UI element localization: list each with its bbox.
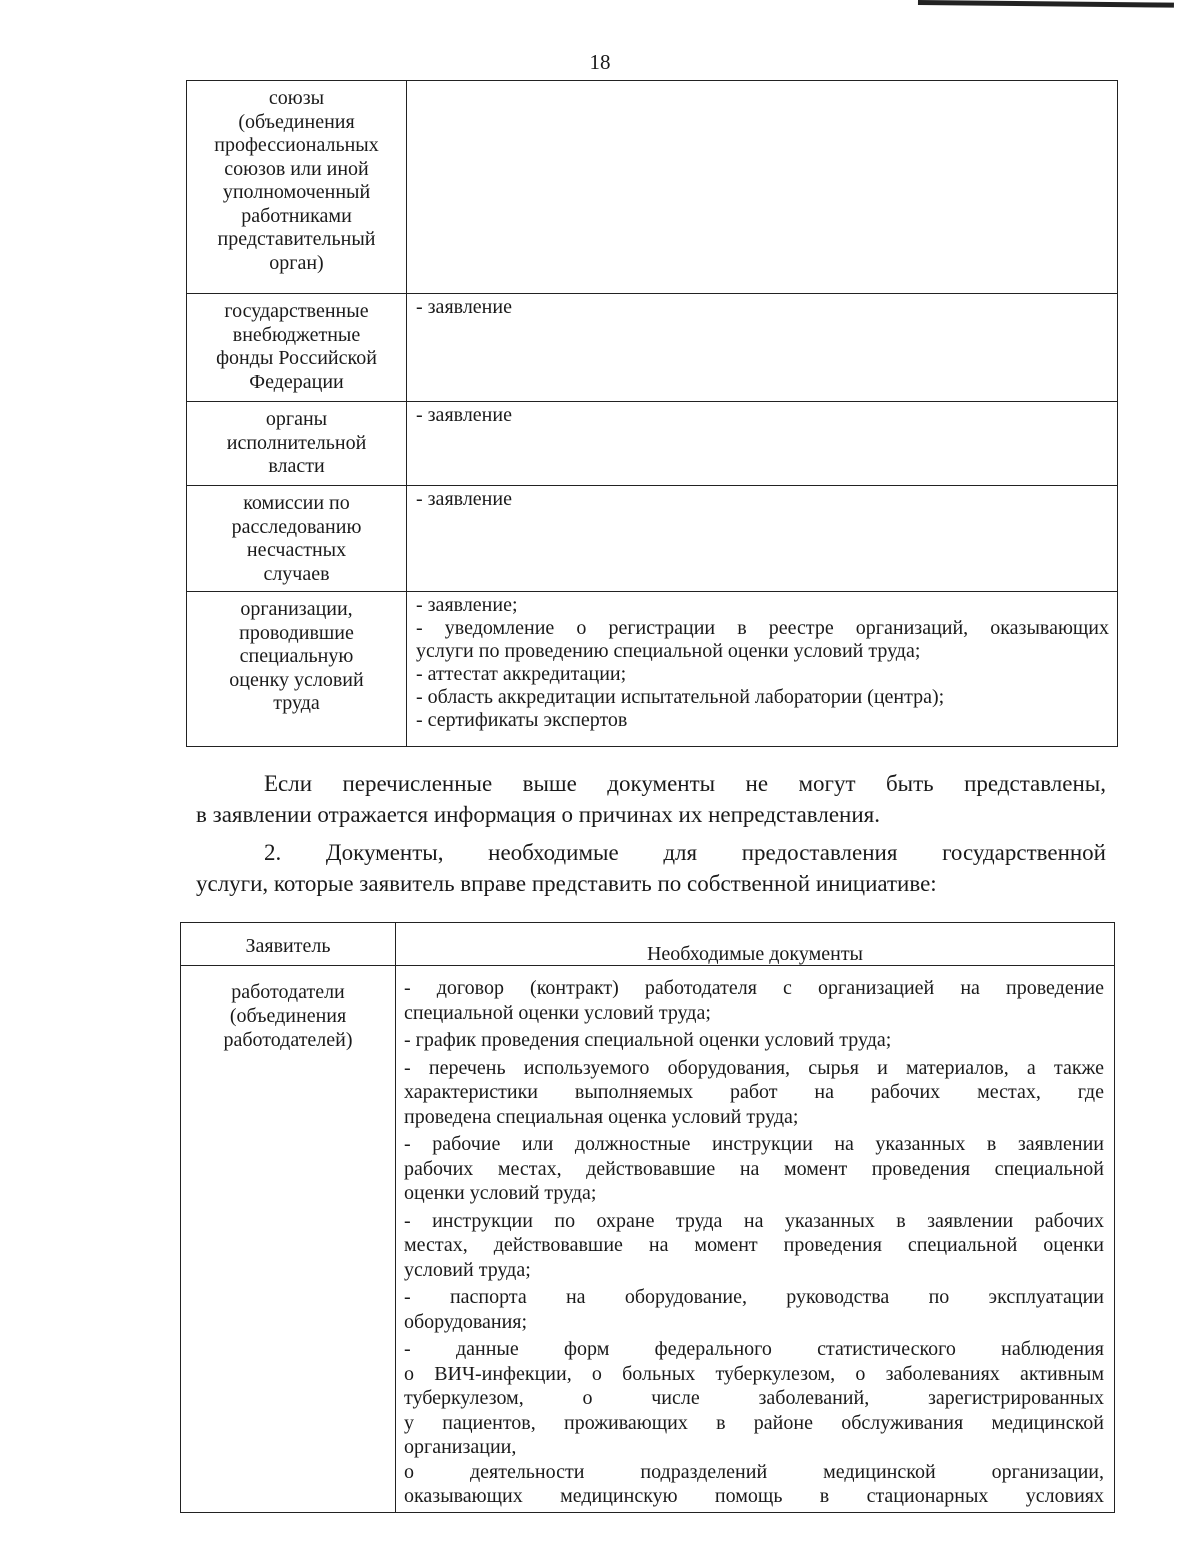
- document-line: - рабочие или должностные инструкции на указанных в заявлении: [404, 1133, 1104, 1155]
- document-line: - заявление: [416, 404, 512, 426]
- applicant-cell: [187, 81, 407, 294]
- document-line: специальной оценки условий труда;: [404, 1001, 711, 1024]
- paragraph-line: Если перечисленные выше документы не могут быть представлены,: [264, 771, 1106, 796]
- document-line: местах, действовавшие на момент проведения специальной оценки: [404, 1234, 1104, 1256]
- documents-cell: [407, 486, 1118, 592]
- documents-cell: [407, 592, 1118, 747]
- paragraph-missing-documents: [196, 768, 1106, 830]
- table-row: [187, 486, 1118, 592]
- applicant-cell: [187, 402, 407, 486]
- applicant-line: профессиональных: [214, 134, 379, 156]
- document-item: [404, 1132, 1104, 1206]
- applicant-line: специальную: [239, 645, 354, 667]
- document-line: - заявление;: [416, 594, 518, 616]
- applicants-documents-table-continued: [186, 80, 1118, 747]
- document-line: - заявление: [416, 296, 512, 318]
- applicant-line: представительный: [217, 228, 376, 250]
- applicant-line: работодателей): [223, 1029, 353, 1051]
- documents-cell: [407, 294, 1118, 402]
- applicant-line: органы: [265, 408, 328, 430]
- applicant-line: труда: [273, 692, 320, 714]
- table-row: [187, 402, 1118, 486]
- table-row: [187, 81, 1118, 294]
- document-line: у пациентов, проживающих в районе обслуживания медицинской: [404, 1411, 1104, 1434]
- document-line: - договор (контракт) работодателя с организацией на проведение: [404, 977, 1104, 999]
- documents-cell: [407, 402, 1118, 486]
- applicant-line: организации,: [240, 598, 353, 620]
- applicant-line: Федерации: [249, 370, 344, 393]
- table-row: [187, 294, 1118, 402]
- applicant-line: расследованию: [231, 515, 362, 538]
- paragraph-optional-documents: [196, 837, 1106, 899]
- applicant-line: случаев: [263, 562, 330, 585]
- document-item: [404, 1056, 1104, 1130]
- applicant-line: фонды Российской: [216, 347, 377, 369]
- documents-cell: [407, 81, 1118, 294]
- applicant-line: союзов или иной: [224, 157, 369, 180]
- applicant-line: несчастных: [246, 539, 347, 561]
- document-line: проведена специальная оценка условий труда;: [404, 1105, 799, 1128]
- document-line: услуги по проведению специальной оценки условий труда;: [416, 640, 921, 662]
- document-line: организации,: [404, 1436, 517, 1458]
- document-line: характеристики выполняемых работ на рабочих местах, где: [404, 1081, 1104, 1103]
- applicant-line: работниками: [241, 204, 352, 227]
- document-line: - инструкции по охране труда на указанных в заявлении рабочих: [404, 1209, 1104, 1232]
- document-line: - уведомление о регистрации в реестре организаций, оказывающих: [416, 617, 1109, 639]
- paragraph-line: услуги, которые заявитель вправе представить по собственной инициативе:: [196, 871, 937, 896]
- document-line: о ВИЧ-инфекции, о больных туберкулезом, о заболеваниях активным: [404, 1362, 1104, 1385]
- document-line: - данные форм федерального статистического наблюдения: [404, 1338, 1104, 1360]
- applicant-line: исполнительной: [226, 431, 367, 454]
- paragraph-line: 2. Документы, необходимые для предоставления государственной: [264, 840, 1106, 865]
- document-line: - аттестат аккредитации;: [416, 663, 627, 685]
- applicant-line: комиссии по: [243, 492, 350, 514]
- document-line: о деятельности подразделений медицинской организации,: [404, 1460, 1104, 1483]
- document-item: [404, 1337, 1104, 1509]
- applicant-cell: [181, 966, 396, 1513]
- applicant-cell: [187, 592, 407, 747]
- document-line: оказывающих медицинскую помощь в стационарных условиях: [404, 1485, 1104, 1507]
- applicant-line: уполномоченный: [222, 181, 371, 203]
- applicant-line: работодатели: [231, 981, 345, 1003]
- document-line: оценки условий труда;: [404, 1182, 597, 1204]
- paragraph-line: в заявлении отражается информация о причинах их непредставления.: [196, 802, 880, 827]
- document-item: [404, 1028, 1104, 1053]
- applicant-line: проводившие: [239, 621, 354, 644]
- table-row: [187, 592, 1118, 747]
- documents-cell: [396, 966, 1115, 1513]
- header-applicant: Заявитель: [181, 923, 396, 966]
- document-line: оборудования;: [404, 1310, 528, 1333]
- document-line: - заявление: [416, 488, 512, 510]
- applicant-line: орган): [269, 251, 324, 274]
- optional-documents-table: [180, 922, 1115, 1513]
- applicant-cell: [187, 294, 407, 402]
- document-line: - область аккредитации испытательной лаборатории (центра);: [416, 686, 945, 708]
- document-line: условий труда;: [404, 1258, 531, 1281]
- top-edge-rule: [918, 0, 1174, 8]
- applicant-line: власти: [268, 455, 325, 477]
- document-line: - перечень используемого оборудования, сырья и материалов, а также: [404, 1056, 1104, 1079]
- applicant-line: оценку условий: [229, 668, 364, 691]
- applicant-line: (объединения: [229, 1005, 347, 1027]
- document-item: [404, 1285, 1104, 1334]
- applicant-line: государственные: [224, 300, 369, 322]
- document-line: - сертификаты экспертов: [416, 709, 628, 731]
- applicant-line: внебюджетные: [232, 323, 361, 346]
- applicant-line: союзы: [268, 87, 325, 109]
- applicant-line: (объединения: [238, 110, 355, 133]
- page-number: 18: [589, 50, 611, 74]
- document-item: [404, 976, 1104, 1025]
- document-line: рабочих местах, действовавшие на момент проведения специальной: [404, 1157, 1104, 1180]
- document-item: [404, 1209, 1104, 1283]
- applicant-cell: [187, 486, 407, 592]
- document-line: туберкулезом, о числе заболеваний, зарегистрированных: [404, 1387, 1104, 1409]
- header-documents: Необходимые документы: [396, 923, 1115, 966]
- document-line: - паспорта на оборудование, руководства по эксплуатации: [404, 1286, 1104, 1308]
- document-line: - график проведения специальной оценки условий труда;: [404, 1029, 892, 1051]
